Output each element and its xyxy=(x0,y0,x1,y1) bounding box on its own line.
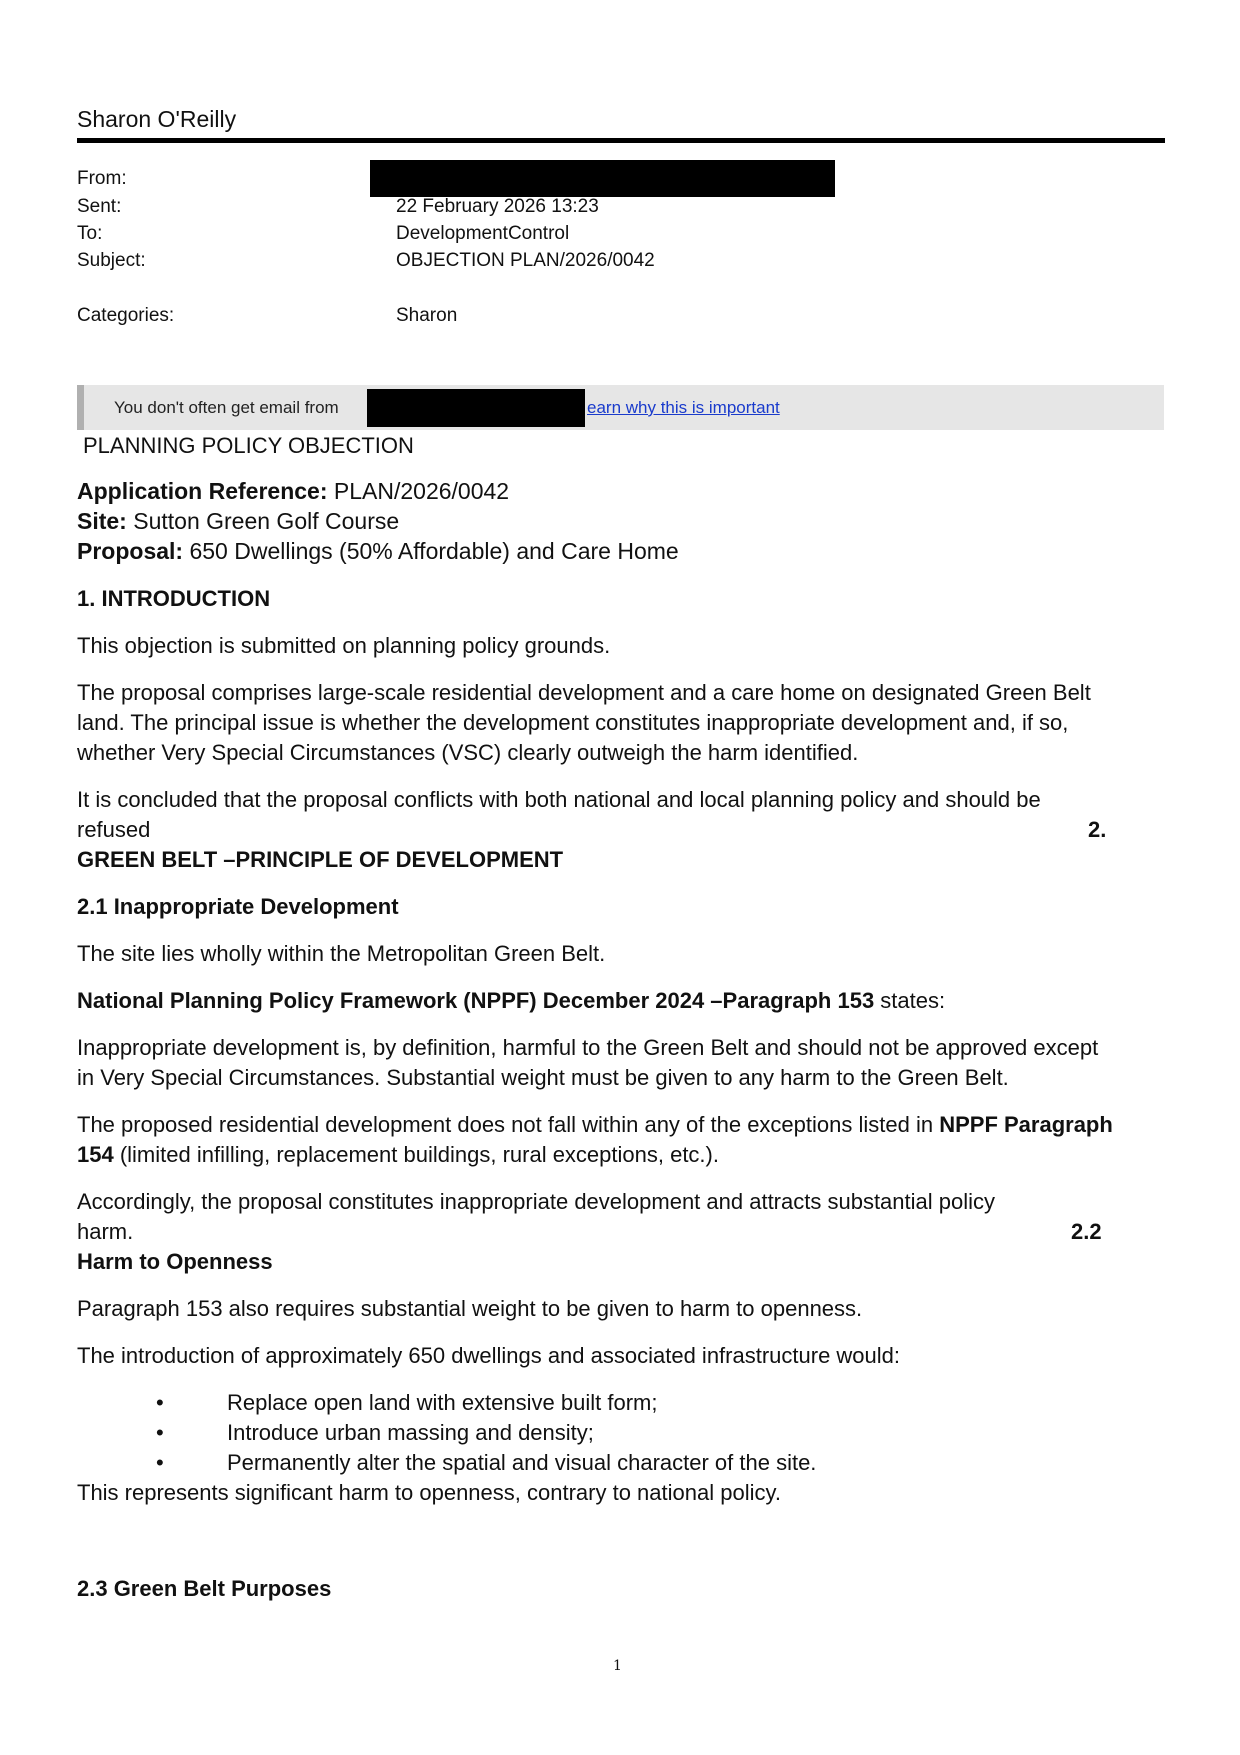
section-2-3-heading: 2.3 Green Belt Purposes xyxy=(77,1576,332,1601)
page-number: 1 xyxy=(613,1658,622,1674)
s1-paragraph-2-line-3: whether Very Special Circumstances (VSC) clearly outweigh the harm identified. xyxy=(77,740,859,765)
proposal-value: 650 Dwellings (50% Affordable) and Care Home xyxy=(189,538,679,564)
s21-p3-exceptions: (limited infilling, replacement buildings, rural exceptions, etc.). xyxy=(113,1142,719,1167)
s1-paragraph-2-line-1: The proposal comprises large-scale residential development and a care home on designated Green Belt xyxy=(77,680,1091,705)
proposal-label: Proposal: xyxy=(77,538,184,564)
sent-label: Sent: xyxy=(77,196,122,217)
s22-paragraph-1: Paragraph 153 also requires substantial weight to be given to harm to openness. xyxy=(77,1296,863,1321)
categories-label: Categories: xyxy=(77,305,175,326)
doc-title: PLANNING POLICY OBJECTION xyxy=(83,433,414,458)
s1-paragraph-2-line-2: land. The principal issue is whether the development constitutes inappropriate development and, if so, xyxy=(77,710,1069,735)
from-label: From: xyxy=(77,168,127,189)
section-2-1-heading: 2.1 Inappropriate Development xyxy=(77,894,399,919)
redacted-sender-address xyxy=(367,389,585,427)
s21-paragraph-1: The site lies wholly within the Metropolitan Green Belt. xyxy=(77,941,606,966)
s21-paragraph-3-line-2 xyxy=(77,1142,719,1168)
site-value: Sutton Green Golf Course xyxy=(133,508,400,534)
bullet-item: Introduce urban massing and density; xyxy=(227,1420,594,1445)
to-label: To: xyxy=(77,223,103,244)
section-2-number: 2. xyxy=(1088,817,1107,842)
s21-paragraph-4-line-1: Accordingly, the proposal constitutes inappropriate development and attracts substantial policy xyxy=(77,1189,996,1214)
site-line xyxy=(77,508,399,535)
learn-why-link[interactable]: earn why this is important xyxy=(587,398,780,417)
s22-paragraph-2: The introduction of approximately 650 dwellings and associated infrastructure would: xyxy=(77,1343,901,1368)
subject-value: OBJECTION PLAN/2026/0042 xyxy=(396,250,655,271)
to-value: DevelopmentControl xyxy=(396,223,570,244)
application-reference xyxy=(77,478,509,505)
proposal-line xyxy=(77,538,679,565)
bullet-item: Permanently alter the spatial and visual character of the site. xyxy=(227,1450,817,1475)
section-1-heading: 1. INTRODUCTION xyxy=(77,586,271,611)
sender-name: Sharon O'Reilly xyxy=(77,106,237,132)
nppf-paragraph-ref: NPPF Paragraph xyxy=(939,1112,1113,1137)
npff-reference: National Planning Policy Framework (NPPF) December 2024 –Paragraph 153 xyxy=(77,988,875,1013)
section-2-2-number: 2.2 xyxy=(1071,1219,1102,1244)
s21-paragraph-2-line-2: in Very Special Circumstances. Substantial weight must be given to any harm to the Green Belt. xyxy=(77,1065,1009,1090)
banner-text: You don't often get email from xyxy=(114,398,339,417)
s21-paragraph-2-line-1: Inappropriate development is, by definition, harmful to the Green Belt and should not be approved except xyxy=(77,1035,1099,1060)
bullet-dot: • xyxy=(156,1450,164,1475)
s22-paragraph-3: This represents significant harm to openness, contrary to national policy. xyxy=(77,1480,781,1505)
subject-label: Subject: xyxy=(77,250,146,271)
categories-value: Sharon xyxy=(396,305,458,326)
app-ref-value: PLAN/2026/0042 xyxy=(333,478,510,504)
section-2-2-heading: Harm to Openness xyxy=(77,1249,273,1274)
s1-paragraph-1: This objection is submitted on planning policy grounds. xyxy=(77,633,611,658)
s21-paragraph-3-line-1 xyxy=(77,1112,1113,1138)
s21-p3-text: The proposed residential development does not fall within any of the exceptions listed in xyxy=(77,1112,940,1137)
bullet-item: Replace open land with extensive built form; xyxy=(227,1390,658,1415)
site-label: Site: xyxy=(77,508,127,534)
section-2-heading: GREEN BELT –PRINCIPLE OF DEVELOPMENT xyxy=(77,847,564,872)
sent-value: 22 February 2026 13:23 xyxy=(396,196,599,217)
npff-states: states: xyxy=(874,988,946,1013)
nppf-paragraph-number: 154 xyxy=(77,1142,114,1167)
s1-paragraph-3-line-2: refused xyxy=(77,817,151,842)
s21-npff-line xyxy=(77,988,945,1014)
app-ref-label: Application Reference: xyxy=(77,478,328,504)
bullet-dot: • xyxy=(156,1420,164,1445)
external-sender-banner xyxy=(77,385,1164,430)
redacted-from-value xyxy=(370,160,835,197)
header-rule xyxy=(77,138,1165,143)
s21-paragraph-4-line-2: harm. xyxy=(77,1219,134,1244)
s1-paragraph-3-line-1: It is concluded that the proposal conflicts with both national and local planning policy and should be xyxy=(77,787,1041,812)
bullet-dot: • xyxy=(156,1390,164,1415)
